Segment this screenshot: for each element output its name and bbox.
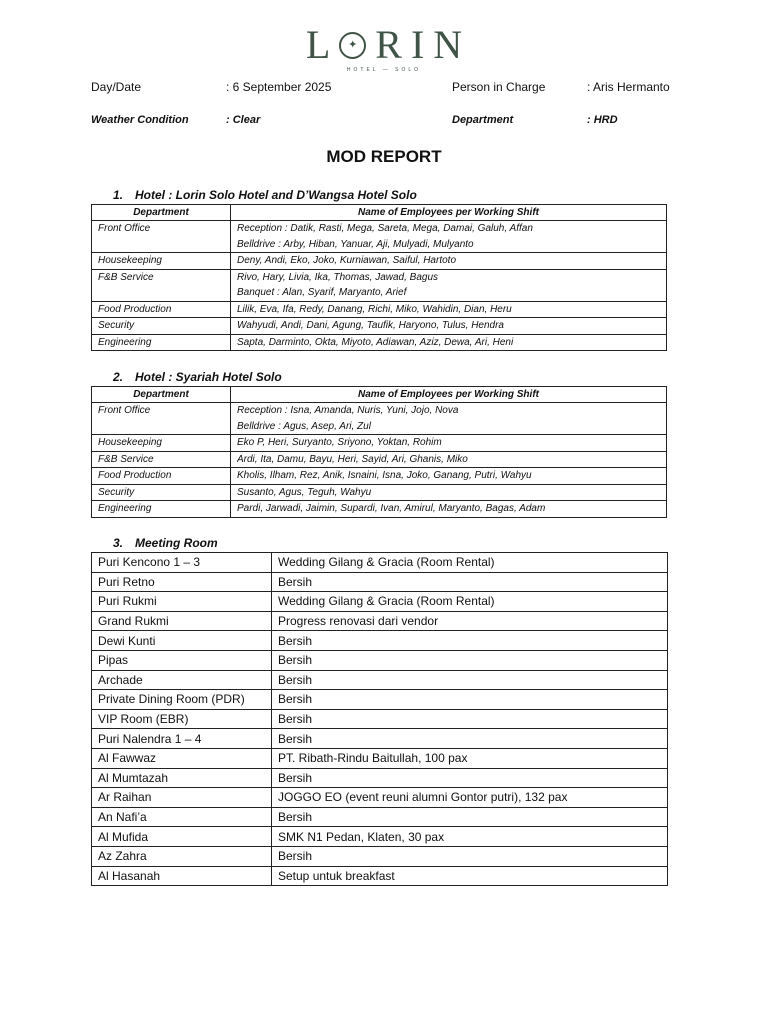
department-value: : HRD: [587, 114, 618, 126]
employee-line: Banquet : Alan, Syarif, Maryanto, Arief: [237, 287, 407, 298]
room-name-cell: An Nafi’a: [92, 807, 272, 827]
room-status-cell: Bersih: [272, 650, 668, 670]
employee-line: Susanto, Agus, Teguh, Wahyu: [237, 486, 372, 498]
department-label: Department: [452, 114, 514, 126]
room-name-cell: Puri Kencono 1 – 3: [92, 553, 272, 573]
employees-cell: [231, 253, 667, 270]
table-row: [92, 650, 668, 670]
room-name-cell: Puri Rukmi: [92, 592, 272, 612]
room-status-cell: Wedding Gilang & Gracia (Room Rental): [272, 592, 668, 612]
table-row: [92, 690, 668, 710]
room-name-cell: Archade: [92, 670, 272, 690]
employee-line: Reception : Datik, Rasti, Mega, Sareta, Mega, Damai, Galuh, Affan: [237, 223, 533, 234]
employee-line: Lilik, Eva, Ifa, Redy, Danang, Richi, Miko, Wahidin, Dian, Heru: [237, 303, 512, 315]
employees-cell: [231, 334, 667, 351]
hotel-logo: [0, 24, 768, 74]
employee-line: Reception : Isna, Amanda, Nuris, Yuni, Jojo, Nova: [237, 405, 459, 416]
day-date-label: Day/Date: [91, 80, 142, 94]
table-row: [92, 631, 668, 651]
employees-cell: [231, 501, 667, 518]
logo-o-emblem: [339, 32, 366, 59]
room-name-cell: Pipas: [92, 650, 272, 670]
table-row: [92, 221, 667, 253]
room-name-cell: Al Fawwaz: [92, 748, 272, 768]
column-header-department: Department: [92, 205, 231, 221]
table-row: [92, 435, 667, 452]
logo-initial: L: [305, 22, 340, 67]
table-row: [92, 592, 668, 612]
room-name-cell: Al Hasanah: [92, 866, 272, 886]
room-status-cell: SMK N1 Pedan, Klaten, 30 pax: [272, 827, 668, 847]
table-row: [92, 846, 668, 866]
room-status-cell: Bersih: [272, 729, 668, 749]
table-row: [92, 807, 668, 827]
room-name-cell: Al Mufida: [92, 827, 272, 847]
department-cell: F&B Service: [92, 269, 231, 301]
room-name-cell: Private Dining Room (PDR): [92, 690, 272, 710]
department-cell: Front Office: [92, 403, 231, 435]
table-row: [92, 748, 668, 768]
table-header-row: [92, 205, 667, 221]
department-cell: Front Office: [92, 221, 231, 253]
employees-cell: [231, 451, 667, 468]
weather-label: Weather Condition: [91, 114, 189, 126]
department-cell: Food Production: [92, 468, 231, 485]
table-row: [92, 501, 667, 518]
table-header-row: [92, 387, 667, 403]
employees-cell: [231, 269, 667, 301]
section-2-staff-table: [91, 386, 667, 518]
room-status-cell: JOGGO EO (event reuni alumni Gontor putri), 132 pax: [272, 788, 668, 808]
room-name-cell: Ar Raihan: [92, 788, 272, 808]
employees-cell: [231, 484, 667, 501]
room-status-cell: PT. Ribath-Rindu Baitullah, 100 pax: [272, 748, 668, 768]
table-row: [92, 484, 667, 501]
room-name-cell: Puri Retno: [92, 572, 272, 592]
section-1-title: [113, 188, 417, 202]
table-row: [92, 827, 668, 847]
column-header-names: Name of Employees per Working Shift: [231, 205, 667, 221]
room-name-cell: Al Mumtazah: [92, 768, 272, 788]
room-status-cell: Bersih: [272, 572, 668, 592]
employee-line: Deny, Andi, Eko, Joko, Kurniawan, Saiful, Hartoto: [237, 255, 456, 266]
table-row: [92, 318, 667, 335]
department-cell: Housekeeping: [92, 435, 231, 452]
column-header-department: Department: [92, 387, 231, 403]
employee-line: Ardi, Ita, Damu, Bayu, Heri, Sayid, Ari, Ghanis, Miko: [237, 453, 468, 465]
employees-cell: [231, 435, 667, 452]
section-1-staff-table: [91, 204, 667, 351]
column-header-names: Name of Employees per Working Shift: [231, 387, 667, 403]
department-cell: Engineering: [92, 334, 231, 351]
table-row: [92, 788, 668, 808]
table-row: [92, 709, 668, 729]
report-title: MOD REPORT: [326, 147, 442, 166]
room-status-cell: Progress renovasi dari vendor: [272, 611, 668, 631]
logo-tagline: HOTEL — SOLO: [346, 67, 422, 73]
table-row: [92, 253, 667, 270]
section-1-heading: Hotel : Lorin Solo Hotel and D’Wangsa Hotel Solo: [135, 188, 417, 202]
room-name-cell: Az Zahra: [92, 846, 272, 866]
room-name-cell: Puri Nalendra 1 – 4: [92, 729, 272, 749]
employee-line: Eko P, Heri, Suryanto, Sriyono, Yoktan, Rohim: [237, 437, 442, 448]
table-row: [92, 553, 668, 573]
table-row: [92, 611, 668, 631]
room-status-cell: Setup untuk breakfast: [272, 866, 668, 886]
employees-cell: [231, 301, 667, 318]
employees-cell: [231, 318, 667, 335]
table-row: [92, 451, 667, 468]
department-cell: Food Production: [92, 301, 231, 318]
section-2-number: 2.: [113, 370, 124, 384]
table-row: [92, 403, 667, 435]
employee-line: Wahyudi, Andi, Dani, Agung, Taufik, Haryono, Tulus, Hendra: [237, 320, 504, 331]
table-row: [92, 468, 667, 485]
room-name-cell: Dewi Kunti: [92, 631, 272, 651]
table-row: [92, 301, 667, 318]
room-name-cell: VIP Room (EBR): [92, 709, 272, 729]
table-row: [92, 334, 667, 351]
section-2-title: [113, 370, 282, 384]
room-name-cell: Grand Rukmi: [92, 611, 272, 631]
table-row: [92, 768, 668, 788]
person-in-charge-value: : Aris Hermanto: [587, 80, 670, 94]
table-row: [92, 729, 668, 749]
section-2-heading: Hotel : Syariah Hotel Solo: [135, 370, 282, 384]
department-cell: F&B Service: [92, 451, 231, 468]
room-status-cell: Bersih: [272, 631, 668, 651]
room-status-cell: Bersih: [272, 709, 668, 729]
department-cell: Security: [92, 484, 231, 501]
person-in-charge-label: Person in Charge: [452, 80, 546, 94]
employee-line: Belldrive : Arby, Hiban, Yanuar, Aji, Mulyadi, Mulyanto: [237, 238, 474, 250]
meeting-room-table: [91, 552, 668, 886]
room-status-cell: Wedding Gilang & Gracia (Room Rental): [272, 553, 668, 573]
weather-value: : Clear: [226, 114, 261, 126]
room-status-cell: Bersih: [272, 690, 668, 710]
section-3-title: [113, 536, 218, 550]
table-row: [92, 572, 668, 592]
department-cell: Engineering: [92, 501, 231, 518]
table-row: [92, 866, 668, 886]
section-3-heading: Meeting Room: [135, 536, 218, 550]
employees-cell: [231, 403, 667, 435]
table-row: [92, 269, 667, 301]
employee-line: Belldrive : Agus, Asep, Ari, Zul: [237, 420, 371, 432]
room-status-cell: Bersih: [272, 768, 668, 788]
logo-rest: RIN: [375, 22, 472, 67]
employees-cell: [231, 468, 667, 485]
room-status-cell: Bersih: [272, 807, 668, 827]
table-row: [92, 670, 668, 690]
room-status-cell: Bersih: [272, 846, 668, 866]
department-cell: Housekeeping: [92, 253, 231, 270]
room-status-cell: Bersih: [272, 670, 668, 690]
employee-line: Pardi, Jarwadi, Jaimin, Supardi, Ivan, Amirul, Maryanto, Bagas, Adam: [237, 503, 546, 514]
employees-cell: [231, 221, 667, 253]
employee-line: Sapta, Darminto, Okta, Miyoto, Adiawan, Aziz, Dewa, Ari, Heni: [237, 336, 514, 348]
logo-wordmark: [306, 24, 471, 66]
employee-line: Rivo, Hary, Livia, Ika, Thomas, Jawad, Bagus: [237, 271, 439, 283]
section-3-number: 3.: [113, 536, 124, 550]
employee-line: Kholis, Ilham, Rez, Anik, Isnaini, Isna, Joko, Ganang, Putri, Wahyu: [237, 470, 532, 481]
department-cell: Security: [92, 318, 231, 335]
section-1-number: 1.: [113, 188, 124, 202]
day-date-value: : 6 September 2025: [226, 80, 332, 94]
